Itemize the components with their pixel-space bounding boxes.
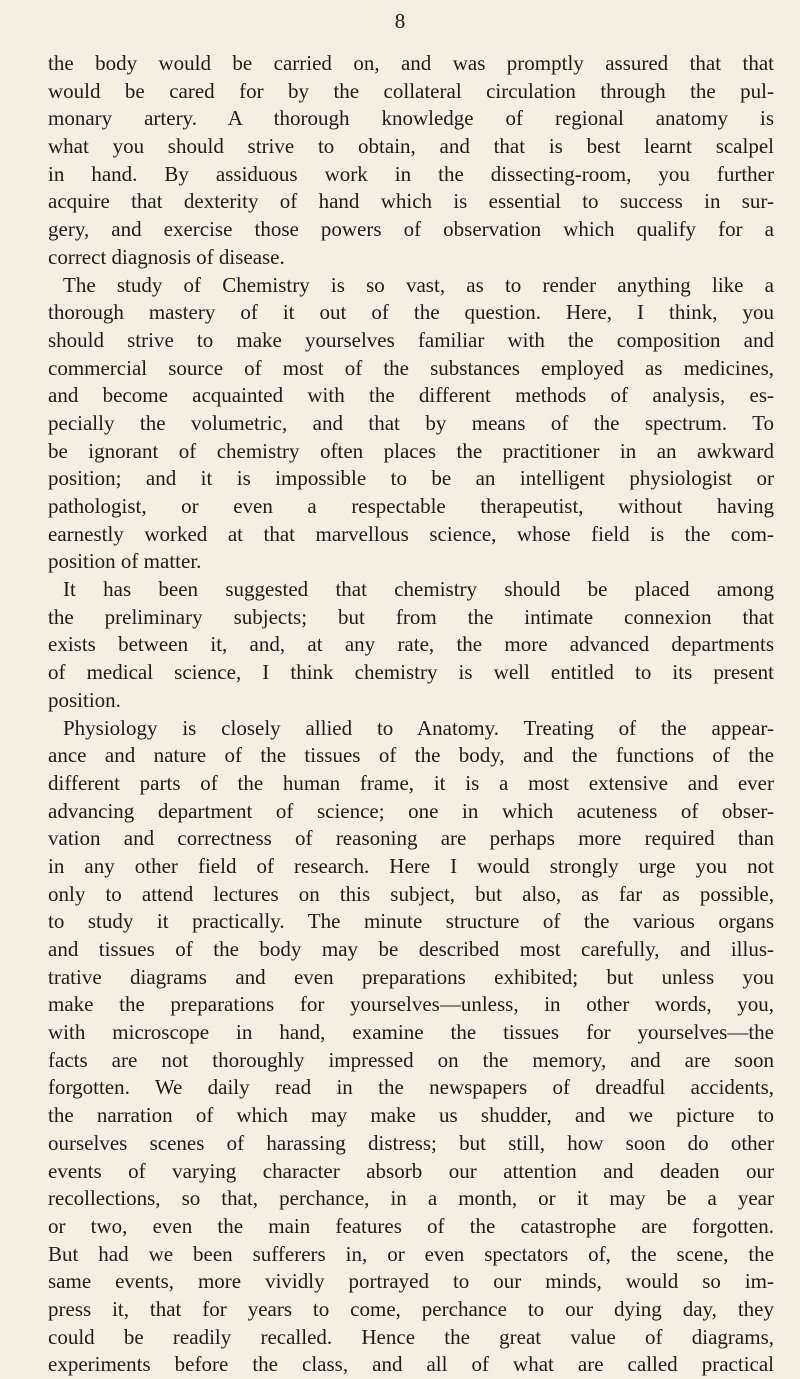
- text-line: vation and correctness of reasoning are perhaps more required than: [48, 826, 774, 851]
- body-text: [48, 50, 774, 1379]
- text-line: the preliminary subjects; but from the intimate connexion that: [48, 604, 774, 629]
- text-line: position of matter.: [48, 549, 202, 574]
- text-line: advancing department of science; one in which acuteness of obser-: [48, 798, 774, 823]
- text-line: and tissues of the body may be described most carefully, and illus-: [48, 937, 774, 961]
- text-line: in any other field of research. Here I would strongly urge you not: [48, 853, 774, 878]
- text-line: ance and nature of the tissues of the body, and the functions of the: [48, 743, 774, 768]
- text-line: of medical science, I think chemistry is well entitled to its present: [48, 660, 774, 685]
- text-line: could be readily recalled. Hence the great value of diagrams,: [48, 1324, 774, 1349]
- text-line: and become acquainted with the different methods of analysis, es-: [48, 383, 774, 408]
- text-line: facts are not thoroughly impressed on the memory, and are soon: [48, 1047, 774, 1072]
- text-line: press it, that for years to come, perchance to our dying day, they: [48, 1296, 774, 1321]
- text-line: commercial source of most of the substances employed as medicines,: [48, 355, 774, 380]
- text-line: make the preparations for yourselves—unless, in other words, you,: [48, 992, 774, 1017]
- text-line: But had we been sufferers in, or even spectators of, the scene, the: [48, 1241, 774, 1266]
- text-line: ourselves scenes of harassing distress; but still, how soon do other: [48, 1130, 774, 1155]
- text-line: gery, and exercise those powers of observation which qualify for a: [48, 217, 774, 242]
- text-line: should strive to make yourselves familiar with the composition and: [48, 327, 774, 352]
- text-line: exists between it, and, at any rate, the more advanced departments: [48, 632, 774, 657]
- text-line: be ignorant of chemistry often places the practitioner in an awkward: [48, 438, 774, 463]
- text-line: experiments before the class, and all of what are called practical: [48, 1352, 774, 1377]
- text-line: same events, more vividly portrayed to our minds, would so im-: [48, 1269, 774, 1294]
- text-line: or two, even the main features of the catastrophe are forgotten.: [48, 1213, 774, 1238]
- text-line: forgotten. We daily read in the newspapers of dreadful accidents,: [48, 1075, 774, 1100]
- text-line: earnestly worked at that marvellous science, whose field is the com-: [48, 521, 774, 546]
- text-line: what you should strive to obtain, and that is best learnt scalpel: [48, 134, 774, 159]
- text-line: pecially the volumetric, and that by means of the spectrum. To: [48, 410, 774, 435]
- text-line: recollections, so that, perchance, in a month, or it may be a year: [48, 1186, 774, 1211]
- text-line: only to attend lectures on this subject, but also, as far as possible,: [48, 881, 774, 906]
- text-line: thorough mastery of it out of the question. Here, I think, you: [48, 300, 774, 325]
- text-line: It has been suggested that chemistry should be placed among: [63, 577, 774, 602]
- text-line: different parts of the human frame, it is a most extensive and ever: [48, 770, 774, 795]
- text-line: The study of Chemistry is so vast, as to render anything like a: [63, 272, 774, 297]
- text-line: pathologist, or even a respectable therapeutist, without having: [48, 494, 774, 518]
- text-line: in hand. By assiduous work in the dissecting-room, you further: [48, 161, 774, 186]
- text-line: the narration of which may make us shudder, and we picture to: [48, 1103, 774, 1128]
- page-number: 8: [394, 9, 406, 33]
- text-line: acquire that dexterity of hand which is essential to success in sur-: [48, 189, 774, 214]
- text-line: monary artery. A thorough knowledge of regional anatomy is: [48, 106, 774, 131]
- text-line: position; and it is impossible to be an intelligent physiologist or: [48, 466, 774, 491]
- text-line: correct diagnosis of disease.: [48, 244, 285, 269]
- text-line: would be cared for by the collateral circulation through the pul-: [48, 78, 774, 103]
- text-line: to study it practically. The minute structure of the various organs: [48, 909, 774, 934]
- text-line: with microscope in hand, examine the tissues for yourselves—the: [48, 1020, 774, 1045]
- text-line: the body would be carried on, and was promptly assured that that: [48, 51, 774, 75]
- text-line: position.: [48, 687, 121, 712]
- text-line: Physiology is closely allied to Anatomy. Treating of the appear-: [63, 715, 774, 740]
- text-line: events of varying character absorb our attention and deaden our: [48, 1158, 774, 1183]
- text-line: trative diagrams and even preparations exhibited; but unless you: [48, 964, 774, 989]
